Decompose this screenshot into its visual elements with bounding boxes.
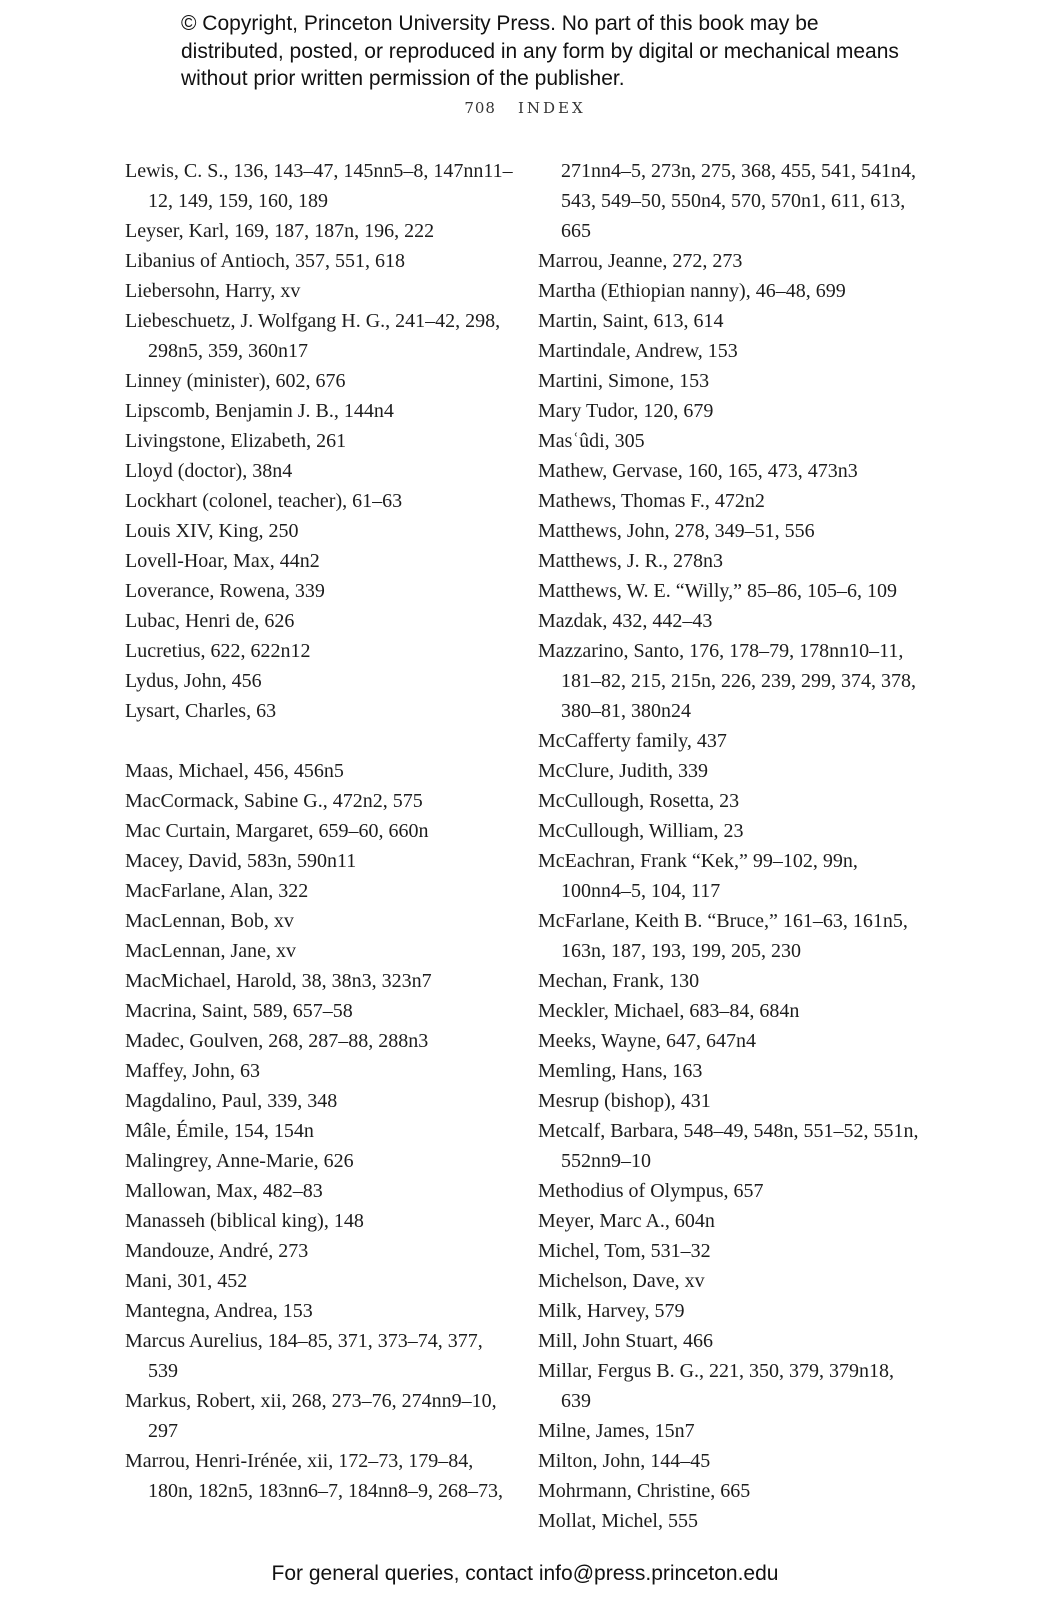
index-entry: Madec, Goulven, 268, 287–88, 288n3 [125, 1030, 429, 1052]
index-entry: Meeks, Wayne, 647, 647n4 [538, 1030, 756, 1052]
index-entry: Metcalf, Barbara, 548–49, 548n, 551–52, 551n, 552nn9–10 [538, 1120, 919, 1172]
index-entry: MacLennan, Bob, xv [125, 910, 294, 932]
index-entry: Milne, James, 15n7 [538, 1420, 695, 1442]
page-number: 708 [464, 99, 496, 117]
index-entry: Meckler, Michael, 683–84, 684n [538, 1000, 800, 1022]
index-entry: Liebersohn, Harry, xv [125, 280, 301, 302]
index-entry: Mallowan, Max, 482–83 [125, 1180, 323, 1202]
index-entry: Michelson, Dave, xv [538, 1270, 705, 1292]
index-entry: Millar, Fergus B. G., 221, 350, 379, 379n18, 639 [538, 1360, 895, 1412]
index-entry: MacCormack, Sabine G., 472n2, 575 [125, 790, 423, 812]
index-entry: Livingstone, Elizabeth, 261 [125, 430, 347, 452]
index-entry: Matthews, W. E. “Willy,” 85–86, 105–6, 109 [538, 580, 897, 602]
index-entry: Libanius of Antioch, 357, 551, 618 [125, 250, 405, 272]
index-entry: Mandouze, André, 273 [125, 1240, 309, 1262]
index-entry: Lloyd (doctor), 38n4 [125, 460, 293, 482]
index-entry: McCullough, Rosetta, 23 [538, 790, 740, 812]
index-entry: Leyser, Karl, 169, 187, 187n, 196, 222 [125, 220, 435, 242]
index-entry: Meyer, Marc A., 604n [538, 1210, 715, 1232]
index-entry: McEachran, Frank “Kek,” 99–102, 99n, 100nn4–5, 104, 117 [538, 850, 858, 902]
index-entry: Mohrmann, Christine, 665 [538, 1480, 751, 1502]
index-entry: Memling, Hans, 163 [538, 1060, 703, 1082]
index-entry: Mathew, Gervase, 160, 165, 473, 473n3 [538, 460, 858, 482]
index-entry: Maffey, John, 63 [125, 1060, 260, 1082]
index-entry: Magdalino, Paul, 339, 348 [125, 1090, 338, 1112]
index-entry: Mill, John Stuart, 466 [538, 1330, 714, 1352]
index-entry: Lubac, Henri de, 626 [125, 610, 295, 632]
footer-contact: For general queries, contact info@press.princeton.edu [271, 1562, 779, 1585]
index-entry: Lovell-Hoar, Max, 44n2 [125, 550, 320, 572]
index-entry: Milk, Harvey, 579 [538, 1300, 685, 1322]
index-entry: Methodius of Olympus, 657 [538, 1180, 764, 1202]
index-entry: Manasseh (biblical king), 148 [125, 1210, 364, 1232]
index-entry: Mac Curtain, Margaret, 659–60, 660n [125, 820, 429, 842]
index-entry: Marcus Aurelius, 184–85, 371, 373–74, 377, 539 [125, 1330, 483, 1382]
running-head [0, 99, 1050, 117]
index-entry: Matthews, John, 278, 349–51, 556 [538, 520, 815, 542]
index-entry: Marrou, Jeanne, 272, 273 [538, 250, 743, 272]
index-entry: Liebeschuetz, J. Wolfgang H. G., 241–42, 298, 298n5, 359, 360n17 [125, 310, 501, 362]
letter-section-gap [125, 726, 515, 756]
index-entry: Marrou, Henri-Irénée, xii, 172–73, 179–84, 180n, 182n5, 183nn6–7, 184nn8–9, 268–73, [125, 1450, 503, 1502]
index-entry: Louis XIV, King, 250 [125, 520, 299, 542]
index-entry: Martindale, Andrew, 153 [538, 340, 738, 362]
index-entry: Lysart, Charles, 63 [125, 700, 277, 722]
index-entry: Mollat, Michel, 555 [538, 1510, 698, 1532]
index-entry: Mesrup (bishop), 431 [538, 1090, 711, 1112]
index-entry: Martha (Ethiopian nanny), 46–48, 699 [538, 280, 846, 302]
copyright-notice: © Copyright, Princeton University Press. No part of this book may be distributed, posted, or reproduced in any form by digital or mechanical means without prior written permission of the publisher. [181, 12, 899, 90]
index-column-left [125, 156, 515, 1506]
section-title: INDEX [517, 99, 586, 117]
index-entry: Matthews, J. R., 278n3 [538, 550, 723, 572]
index-entry: Macrina, Saint, 589, 657–58 [125, 1000, 353, 1022]
index-entry: Mazzarino, Santo, 176, 178–79, 178nn10–11, 181–82, 215, 215n, 226, 239, 299, 374, 378, 380–81, 380n24 [538, 640, 916, 722]
index-entry: Linney (minister), 602, 676 [125, 370, 346, 392]
index-entry: Mantegna, Andrea, 153 [125, 1300, 313, 1322]
index-entry: Markus, Robert, xii, 268, 273–76, 274nn9–10, 297 [125, 1390, 497, 1442]
index-entry: Lockhart (colonel, teacher), 61–63 [125, 490, 403, 512]
index-entry: Lucretius, 622, 622n12 [125, 640, 311, 662]
index-entry: Lewis, C. S., 136, 143–47, 145nn5–8, 147nn11–12, 149, 159, 160, 189 [125, 160, 513, 212]
index-entry: Malingrey, Anne-Marie, 626 [125, 1150, 354, 1172]
index-entry: Milton, John, 144–45 [538, 1450, 711, 1472]
index-entry: MacMichael, Harold, 38, 38n3, 323n7 [125, 970, 432, 992]
index-entry: Michel, Tom, 531–32 [538, 1240, 711, 1262]
index-entry: McCullough, William, 23 [538, 820, 744, 842]
index-entry-continuation: 271nn4–5, 273n, 275, 368, 455, 541, 541n4, 543, 549–50, 550n4, 570, 570n1, 611, 613, 665 [561, 160, 916, 242]
index-entry: McFarlane, Keith B. “Bruce,” 161–63, 161n5, 163n, 187, 193, 199, 205, 230 [538, 910, 908, 962]
index-entry: McClure, Judith, 339 [538, 760, 708, 782]
index-entry: Mani, 301, 452 [125, 1270, 248, 1292]
index-entry: McCafferty family, 437 [538, 730, 727, 752]
index-column-right [538, 156, 923, 1536]
index-entry: Loverance, Rowena, 339 [125, 580, 325, 602]
index-entry: Lipscomb, Benjamin J. B., 144n4 [125, 400, 394, 422]
index-entry: MacLennan, Jane, xv [125, 940, 297, 962]
index-entry: Macey, David, 583n, 590n11 [125, 850, 357, 872]
index-entry: Mâle, Émile, 154, 154n [125, 1120, 314, 1142]
index-entry: Lydus, John, 456 [125, 670, 262, 692]
index-entry: Mechan, Frank, 130 [538, 970, 700, 992]
index-entry: Masʿûdi, 305 [538, 430, 645, 452]
index-entry: Martin, Saint, 613, 614 [538, 310, 724, 332]
index-entry: Maas, Michael, 456, 456n5 [125, 760, 344, 782]
index-entry: Mathews, Thomas F., 472n2 [538, 490, 765, 512]
index-entry: MacFarlane, Alan, 322 [125, 880, 309, 902]
index-entry: Mazdak, 432, 442–43 [538, 610, 713, 632]
index-entry: Martini, Simone, 153 [538, 370, 710, 392]
index-entry: Mary Tudor, 120, 679 [538, 400, 714, 422]
